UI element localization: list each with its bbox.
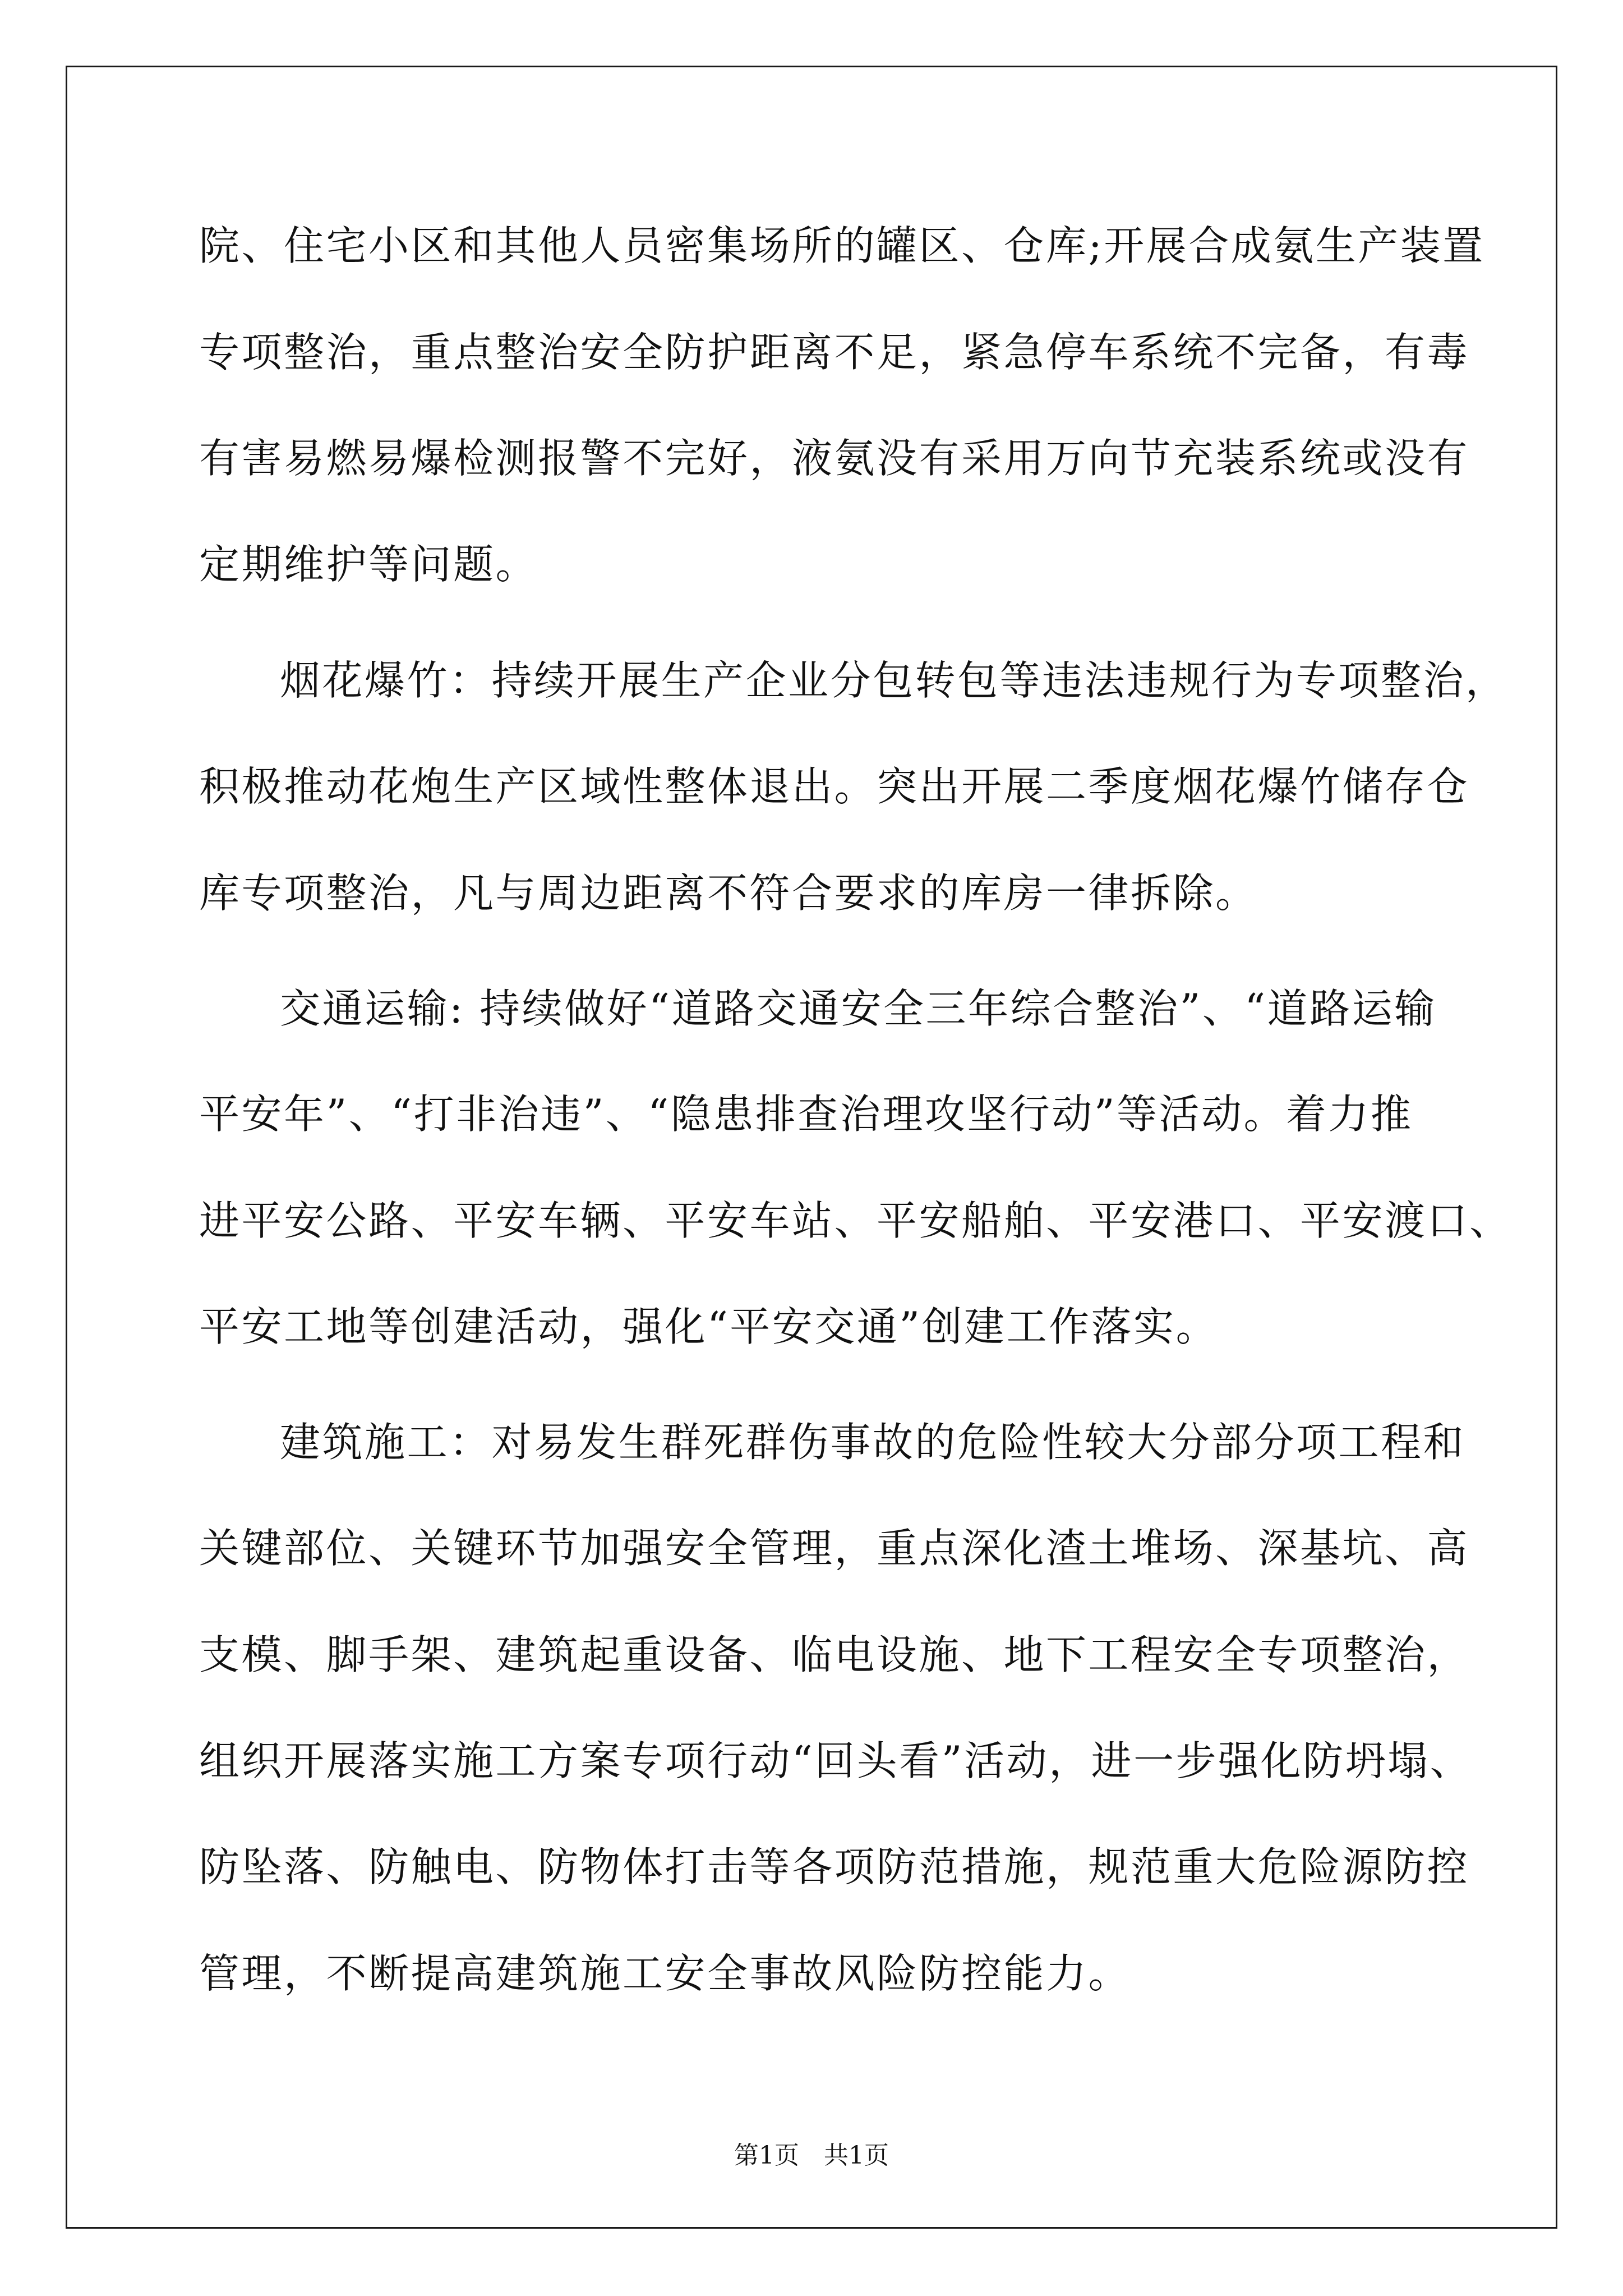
text-line: 进平安公路、平安车辆、平安车站、平安船舶、平安港口、平安渡口、 [199, 1197, 1512, 1244]
paragraph-fireworks-start: 烟花爆竹：持续开展生产企业分包转包等违法违规行为专项整治， [280, 657, 1508, 704]
text-line: 管理，不断提高建筑施工安全事故风险防控能力。 [199, 1950, 1131, 1997]
text-line: 平安年”、“打非治违”、“隐患排查治理攻坚行动”等活动。着力推 [199, 1091, 1413, 1138]
paragraph-construction-start: 建筑施工：对易发生群死群伤事故的危险性较大分部分项工程和 [280, 1419, 1466, 1466]
text-line: 院、住宅小区和其他人员密集场所的罐区、仓库;开展合成氨生产装置 [199, 222, 1485, 269]
page-total: 共1页 [824, 2141, 889, 2170]
text-line: 关键部位、关键环节加强安全管理，重点深化渣土堆场、深基坑、高 [199, 1525, 1470, 1572]
text-line: 库专项整治，凡与周边距离不符合要求的库房一律拆除。 [199, 869, 1258, 917]
page-number: 第1页 [734, 2141, 799, 2170]
text-line: 定期维护等问题。 [199, 541, 538, 588]
text-line: 专项整治，重点整治安全防护距离不足，紧急停车系统不完备，有毒 [199, 329, 1470, 376]
text-line: 组织开展落实施工方案专项行动“回头看”活动，进一步强化防坍塌、 [199, 1737, 1473, 1784]
text-line: 平安工地等创建活动，强化“平安交通”创建工作落实。 [199, 1303, 1219, 1350]
text-line: 防坠落、防触电、防物体打击等各项防范措施，规范重大危险源防控 [199, 1843, 1470, 1890]
page-border [66, 66, 1557, 2229]
page-footer [0, 2140, 1623, 2171]
text-line: 支模、脚手架、建筑起重设备、临电设施、地下工程安全专项整治， [199, 1631, 1470, 1678]
paragraph-transport-start: 交通运输: 持续做好“道路交通安全三年综合整治”、“道路运输 [280, 985, 1437, 1032]
text-line: 有害易燃易爆检测报警不完好，液氨没有采用万向节充装系统或没有 [199, 435, 1470, 482]
text-line: 积极推动花炮生产区域性整体退出。突出开展二季度烟花爆竹储存仓 [199, 763, 1470, 810]
